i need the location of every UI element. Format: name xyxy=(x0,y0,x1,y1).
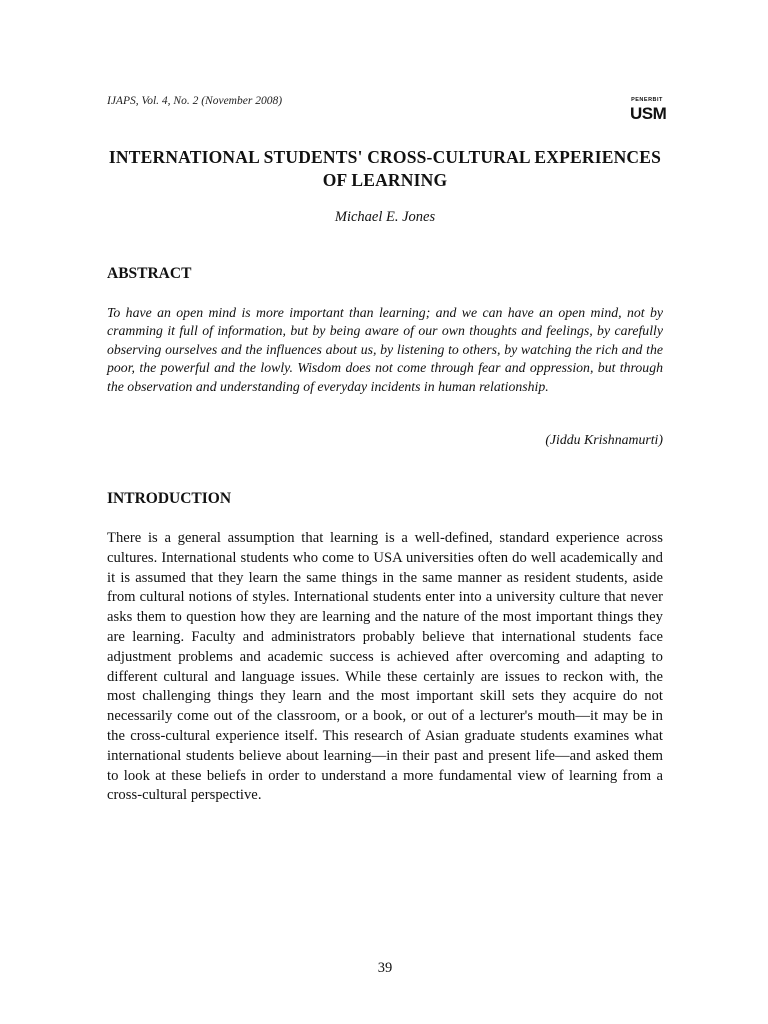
abstract-heading: ABSTRACT xyxy=(107,265,192,282)
introduction-heading: INTRODUCTION xyxy=(107,490,232,507)
abstract-quote: To have an open mind is more important than learning; and we can have an open mind, not by cramming it full of information, but by being aware of our own thoughts and feelings, by carefully observing ourselves and the influences about us, by listening to others, by watching the rich and the poor, the powerful and the lowly. Wisdom does not come through fear and oppression, but through the observation and understanding of everyday incidents in human relationship. xyxy=(107,305,663,394)
logo-top-text: PENERBIT xyxy=(631,97,663,103)
article-title: INTERNATIONAL STUDENTS' CROSS-CULTURAL EXPERIENCES OF LEARNING xyxy=(108,147,662,190)
quote-attribution: (Jiddu Krishnamurti) xyxy=(545,432,663,447)
running-head: IJAPS, Vol. 4, No. 2 (November 2008) xyxy=(107,95,283,107)
introduction-paragraph: There is a general assumption that learning is a well-defined, standard experience across cultures. International students who come to USA universities often do well academically and it is assumed that they learn the same things in the same manner as resident students, aside from cultural notions of styles. International students enter into a university culture that never asks them to question how they are learning and the nature of the most important things they are learning. Faculty and administrators probably believe that international students face adjustment problems and academic success is achieved after overcoming and adapting to different cultural and language issues. While these certainly are issues to reckon with, the most challenging things they learn and the most important skill sets they acquire do not necessarily come out of the classroom, or a book, or out of a lecturer's mouth—it may be in the cross-cultural experience itself. This research of Asian graduate students examines what international students believe about learning—in their past and present life—and asked them to look at these beliefs in order to understand a more fundamental view of learning from a cross-cultural perspective. xyxy=(107,530,663,804)
article-author: Michael E. Jones xyxy=(334,209,436,225)
logo-main-text: USM xyxy=(630,103,667,123)
publisher-logo xyxy=(630,97,667,123)
page-number: 39 xyxy=(377,960,393,976)
